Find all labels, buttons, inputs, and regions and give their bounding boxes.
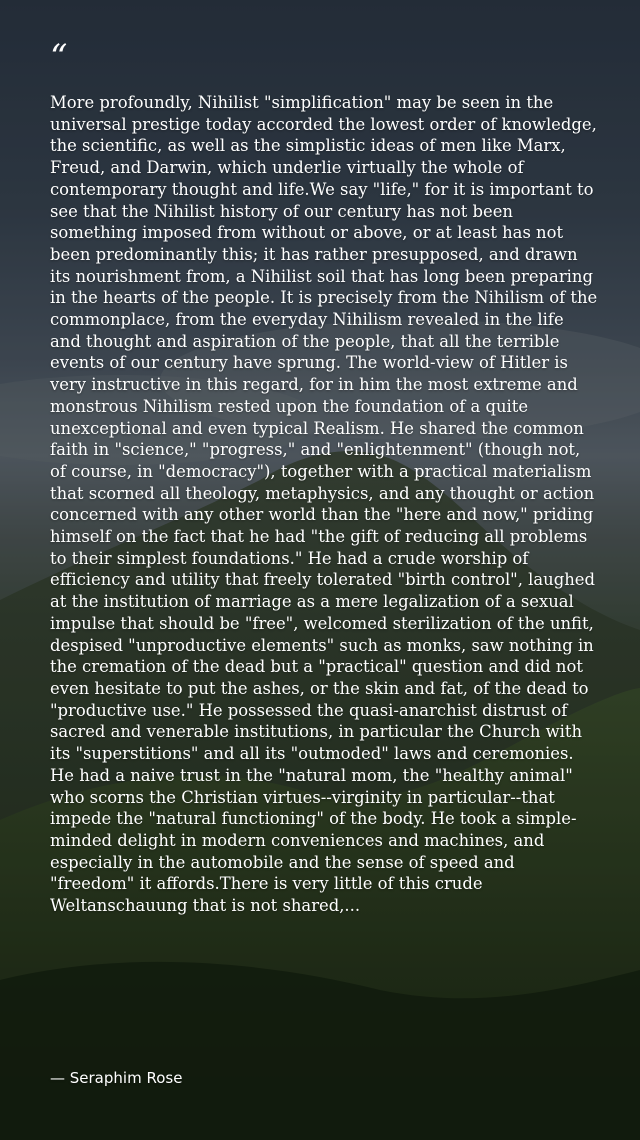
quote-text: More profoundly, Nihilist "simplification" may be seen in the universal prestige today accorded the lowest order of knowledge, the scientific, as well as the simplistic ideas of men like Marx, Freud, and Darwin, which underlie virtually the whole of contemporary thought and life.We say "life," for it is important to see that the Nihilist history of our century has not been something imposed from without or above, or at least has not been predominantly this; it has rather presupposed, and drawn its nourishment from, a Nihilist soil that has long been preparing in the hearts of the people. It is precisely from the Nihilism of the commonplace, from the everyday Nihilism revealed in the life and thought and aspiration of the people, that all the terrible events of our century have sprung. The world-view of Hitler is very instructive in this regard, for in him the most extreme and monstrous Nihilism rested upon the foundation of a quite unexceptional and even typical Realism. He shared the common faith in "science," "progress," and "enlightenment" (though not, of course, in "democracy"), together with a practical materialism that scorned all theology, metaphysics, and any thought or action concerned with any other world than the "here and now," priding himself on the fact that he had "the gift of reducing all problems to their simplest foundations." He had a crude worship of efficiency and utility that freely tolerated "birth control", laughed at the institution of marriage as a mere legalization of a sexual impulse that should be "free", welcomed sterilization of the unfit, despised "unproductive elements" such as monks, saw nothing in the cremation of the dead but a "practical" question and did not even hesitate to put the ashes, or the skin and fat, of the dead to "productive use." He possessed the quasi-anarchist distrust of sacred and venerable institutions, in particular the Church with its "superstitions" and all its "outmoded" laws and ceremonies. He had a naive trust in the "natural mom, the "healthy animal" who scorns the Christian virtues--virginity in particular--that impede the "natural functioning" of the body. He took a simple-minded delight in modern conveniences and machines, and especially in the automobile and the sense of speed and "freedom" it affords.There is very little of this crude Weltanschauung that is not shared,... [50,93,598,916]
quote-author: — Seraphim Rose [50,1069,183,1087]
quote-mark-icon: “ [50,37,68,77]
